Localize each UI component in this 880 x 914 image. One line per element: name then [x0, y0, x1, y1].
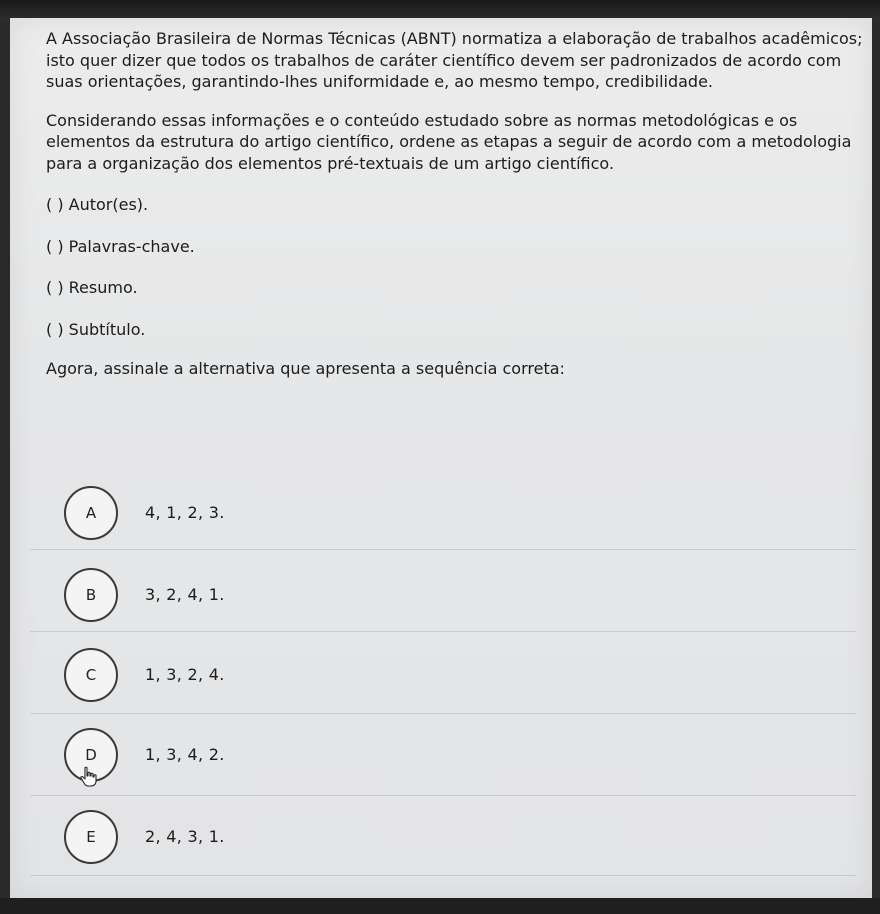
option-c[interactable] [30, 641, 860, 703]
option-c-text: 1, 3, 2, 4. [145, 665, 225, 684]
option-divider [30, 549, 856, 550]
option-divider [30, 713, 856, 714]
option-e-text: 2, 4, 3, 1. [145, 827, 225, 846]
screen [10, 18, 872, 898]
monitor-bottom-bezel [0, 898, 880, 914]
hand-pointer-icon [79, 766, 99, 788]
question-instruction: Agora, assinale a alternativa que apresenta a sequência correta: [46, 359, 565, 378]
option-divider [30, 631, 856, 632]
option-b-letter[interactable]: B [64, 568, 118, 622]
option-a-letter[interactable]: A [64, 486, 118, 540]
option-b[interactable] [30, 561, 860, 623]
option-e[interactable] [30, 803, 860, 865]
question-paragraph-1: A Associação Brasileira de Normas Técnicas (ABNT) normatiza a elaboração de trabalhos acadêmicos; isto quer dizer que todos os trabalhos de caráter científico devem ser padronizados de acordo com suas orientações, garantindo-lhes uniformidade e, ao mesmo tempo, credibilidade. [46, 29, 863, 91]
option-e-letter[interactable]: E [64, 810, 118, 864]
sequence-item-3: ( ) Resumo. [46, 278, 138, 297]
option-d[interactable] [30, 721, 860, 783]
sequence-item-4: ( ) Subtítulo. [46, 319, 146, 339]
option-divider [30, 875, 856, 876]
sequence-item-1: ( ) Autor(es). [46, 195, 149, 214]
question-block [46, 28, 866, 397]
sequence-item-2: ( ) Palavras-chave. [46, 236, 195, 256]
option-c-letter[interactable]: C [64, 648, 118, 702]
option-divider [30, 795, 856, 796]
option-d-text: 1, 3, 4, 2. [145, 745, 225, 764]
option-a[interactable] [30, 479, 860, 541]
question-paragraph-2: Considerando essas informações e o conteúdo estudado sobre as normas metodológicas e os elementos da estrutura do artigo científico, ordene as etapas a seguir de acordo com a metodologia para a organização dos elementos pré-textuais de um artigo científico. [46, 110, 852, 173]
option-b-text: 3, 2, 4, 1. [145, 585, 225, 604]
option-d-letter[interactable]: D [64, 728, 118, 782]
option-a-text: 4, 1, 2, 3. [145, 503, 225, 522]
